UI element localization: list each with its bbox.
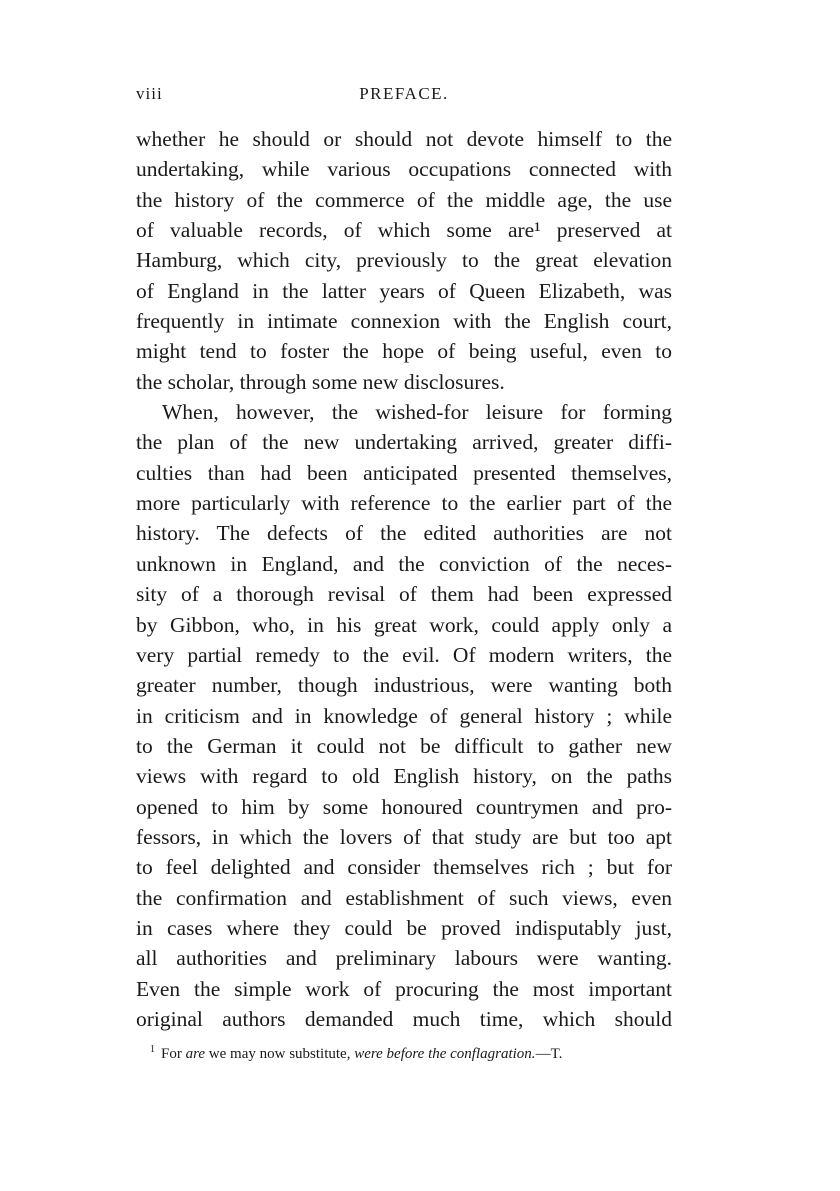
text-line: culties than had been anticipated presented themselves, bbox=[136, 460, 672, 485]
text-line: unknown in England, and the conviction of the neces- bbox=[136, 551, 672, 576]
text-line: the confirmation and establishment of such views, even bbox=[136, 885, 672, 910]
text-line: views with regard to old English history, on the paths bbox=[136, 764, 672, 789]
text-line: of valuable records, of which some are¹ preserved at bbox=[136, 218, 672, 243]
paragraph-end-line: the scholar, through some new disclosures. bbox=[136, 369, 505, 394]
text-line: more particularly with reference to the earlier part of the bbox=[136, 491, 672, 516]
footnote-translator-mark: —T. bbox=[535, 1046, 563, 1062]
text-line: frequently in intimate connexion with the English court, bbox=[136, 309, 672, 334]
text-line: the history of the commerce of the middle age, the use bbox=[136, 187, 672, 212]
body-text bbox=[136, 124, 672, 1034]
text-line: all authorities and preliminary labours were wanting. bbox=[136, 946, 672, 971]
text-line: history. The defects of the edited authorities are not bbox=[136, 521, 672, 546]
text-line: to the German it could not be difficult to gather new bbox=[136, 733, 672, 758]
footnote bbox=[150, 1044, 690, 1063]
footnote-text: For bbox=[161, 1046, 186, 1062]
text-line: in criticism and in knowledge of general history ; while bbox=[136, 703, 672, 728]
text-line: the plan of the new undertaking arrived, greater diffi- bbox=[136, 430, 672, 455]
footnote-marker: 1 bbox=[150, 1044, 155, 1055]
text-line: Even the simple work of procuring the most important bbox=[136, 976, 672, 1001]
text-line: sity of a thorough revisal of them had been expressed bbox=[136, 582, 672, 607]
text-line: original authors demanded much time, which should bbox=[136, 1006, 672, 1031]
text-line: undertaking, while various occupations connected with bbox=[136, 157, 672, 182]
text-line: by Gibbon, who, in his great work, could apply only a bbox=[136, 612, 672, 637]
text-line: greater number, though industrious, were wanting both bbox=[136, 673, 672, 698]
running-head bbox=[136, 84, 672, 110]
footnote-text: we may now substitute, bbox=[205, 1046, 355, 1062]
text-line: Hamburg, which city, previously to the great elevation bbox=[136, 248, 672, 273]
paragraph-start-line: When, however, the wished-for leisure for forming bbox=[162, 400, 672, 425]
text-line: might tend to foster the hope of being useful, even to bbox=[136, 339, 672, 364]
text-line: in cases where they could be proved indisputably just, bbox=[136, 915, 672, 940]
page-number: viii bbox=[136, 84, 163, 103]
text-line: of England in the latter years of Queen Elizabeth, was bbox=[136, 278, 672, 303]
text-line: opened to him by some honoured countrymen and pro- bbox=[136, 794, 672, 819]
running-title: PREFACE. bbox=[359, 84, 449, 103]
text-line: whether he should or should not devote himself to the bbox=[136, 127, 672, 151]
footnote-italic-phrase: were before the conflagration. bbox=[354, 1046, 536, 1062]
text-line: to feel delighted and consider themselves rich ; but for bbox=[136, 855, 672, 880]
footnote-italic-word: are bbox=[185, 1046, 206, 1062]
text-line: fessors, in which the lovers of that study are but too apt bbox=[136, 824, 672, 849]
text-line: very partial remedy to the evil. Of modern writers, the bbox=[136, 642, 672, 667]
